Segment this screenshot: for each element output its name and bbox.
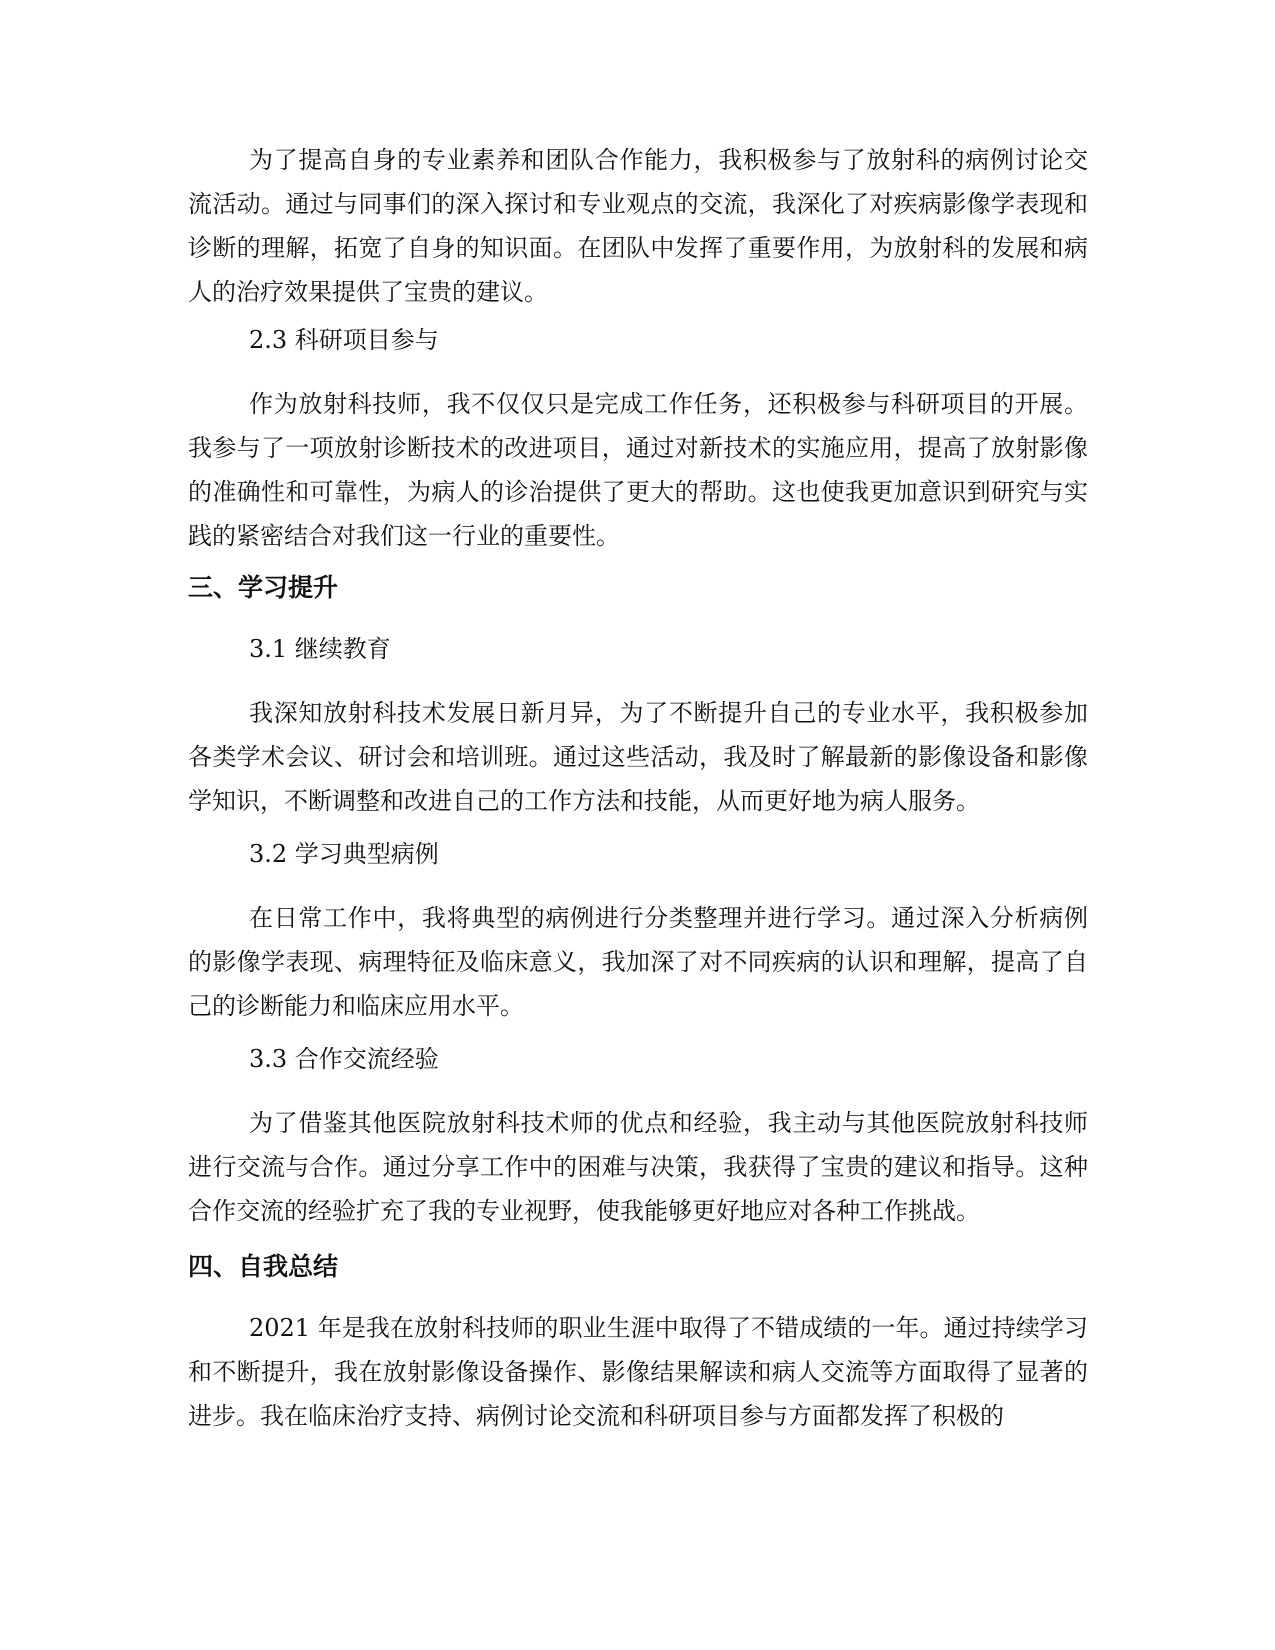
paragraph-case-discussion: 为了提高自身的专业素养和团队合作能力，我积极参与了放射科的病例讨论交流活动。通过与同事们的深入探讨和专业观点的交流，我深化了对疾病影像学表现和诊断的理解，拓宽了自身的知识面。在团队中发挥了重要作用，为放射科的发展和病人的治疗效果提供了宝贵的建议。 (188, 146, 1088, 306)
subheading-2-3: 2.3 科研项目参与 (249, 326, 439, 354)
subheading-3-1: 3.1 继续教育 (249, 635, 391, 663)
paragraph-typical-cases: 在日常工作中，我将典型的病例进行分类整理并进行学习。通过深入分析病例的影像学表现、病理特征及临床意义，我加深了对不同疾病的认识和理解，提高了自己的诊断能力和临床应用水平。 (188, 904, 1088, 1020)
subheading-3-3: 3.3 合作交流经验 (249, 1045, 439, 1073)
section-heading-4: 四、自我总结 (188, 1252, 339, 1281)
paragraph-self-summary: 2021 年是我在放射科技师的职业生涯中取得了不错成绩的一年。通过持续学习和不断提升，我在放射影像设备操作、影像结果解读和病人交流等方面取得了显著的进步。我在临床治疗支持、病例讨论交流和科研项目参与方面都发挥了积极的 (188, 1314, 1088, 1430)
section-heading-3: 三、学习提升 (188, 573, 339, 602)
subheading-3-2: 3.2 学习典型病例 (249, 840, 439, 868)
paragraph-research-project: 作为放射科技师，我不仅仅只是完成工作任务，还积极参与科研项目的开展。我参与了一项放射诊断技术的改进项目，通过对新技术的实施应用，提高了放射影像的准确性和可靠性，为病人的诊治提供了更大的帮助。这也使我更加意识到研究与实践的紧密结合对我们这一行业的重要性。 (188, 390, 1088, 550)
paragraph-cooperation-exchange: 为了借鉴其他医院放射科技术师的优点和经验，我主动与其他医院放射科技师进行交流与合作。通过分享工作中的困难与决策，我获得了宝贵的建议和指导。这种合作交流的经验扩充了我的专业视野，使我能够更好地应对各种工作挑战。 (188, 1109, 1088, 1225)
paragraph-continuing-education: 我深知放射科技术发展日新月异，为了不断提升自己的专业水平，我积极参加各类学术会议、研讨会和培训班。通过这些活动，我及时了解最新的影像设备和影像学知识，不断调整和改进自己的工作方法和技能，从而更好地为病人服务。 (188, 699, 1088, 815)
